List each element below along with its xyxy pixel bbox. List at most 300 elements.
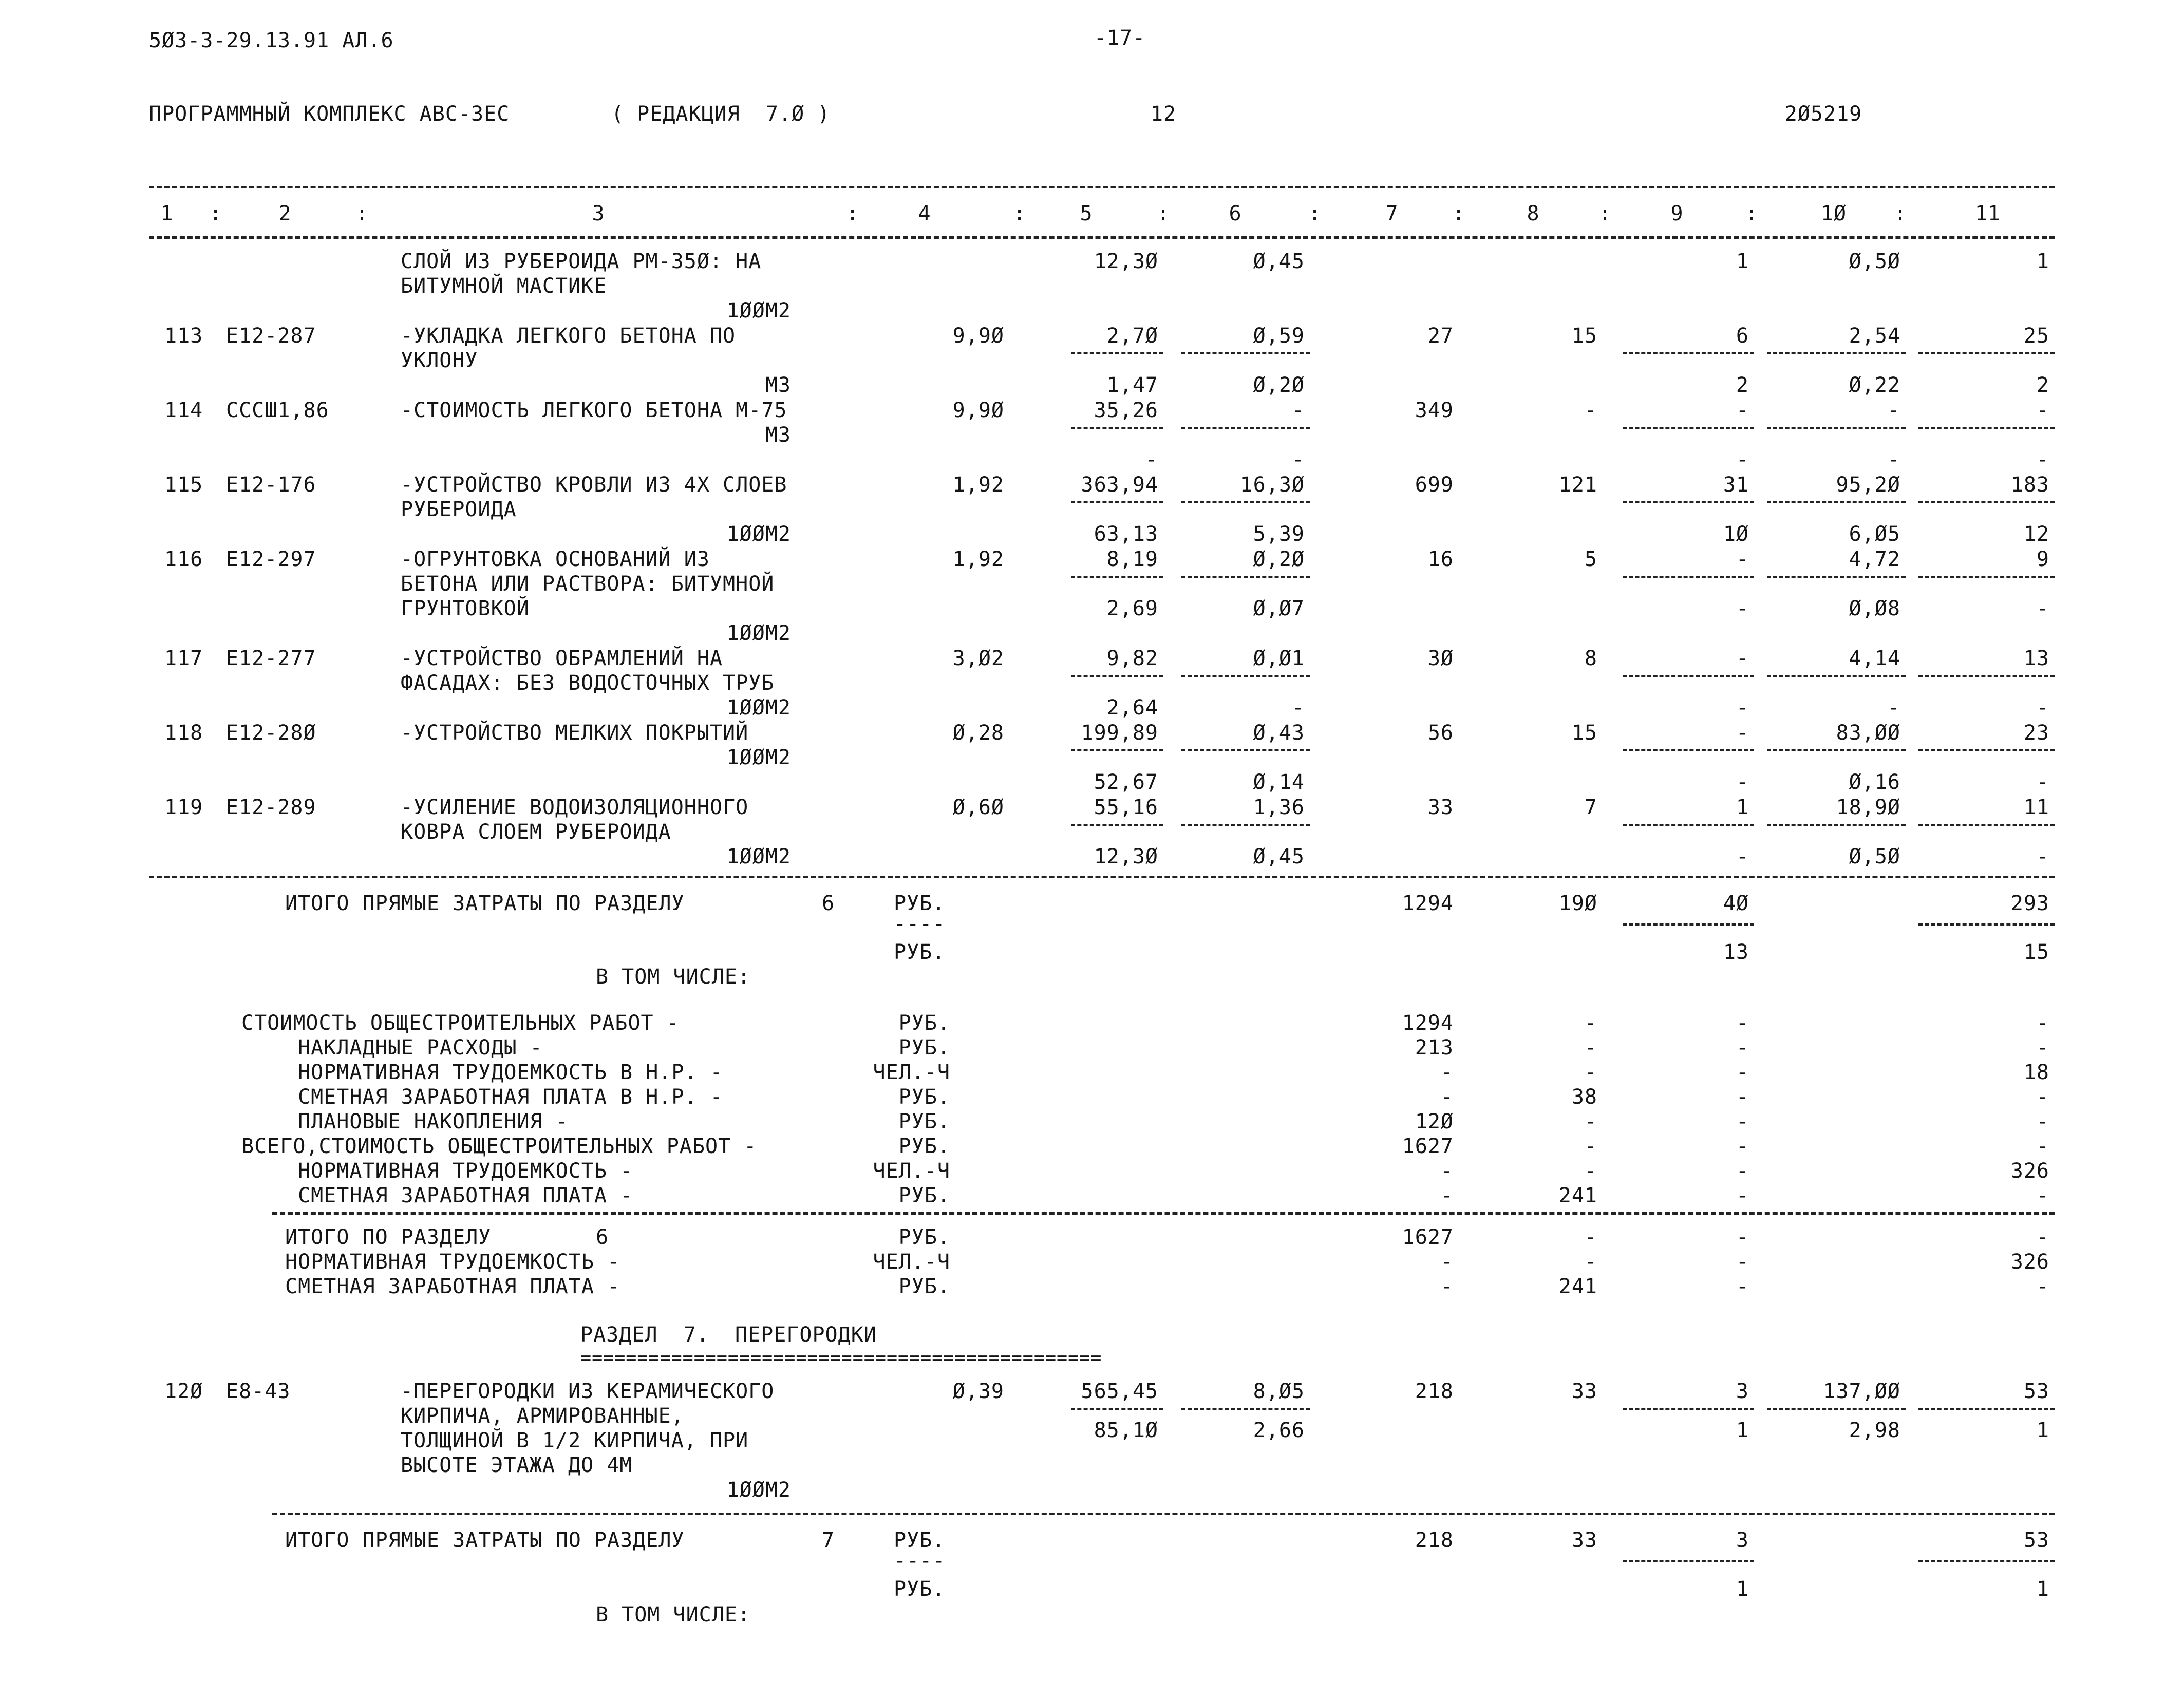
total-cost: 56: [1427, 721, 1454, 745]
sheet-number: 12: [1150, 102, 1177, 126]
labor-total-machine: 12: [2023, 522, 2049, 546]
row-description: КОВРА СЛОЕМ РУБЕРОИДА: [401, 820, 671, 844]
cost-breakdown-unit: РУБ.: [898, 1135, 950, 1158]
machine-cost: -: [1736, 1110, 1749, 1134]
document-code: 5Ø3-3-29.13.91 АЛ.6: [149, 29, 394, 52]
labor-total: -: [2036, 1225, 2049, 1249]
unit-cost: 8,19: [1106, 548, 1158, 571]
row-description: УКЛОНУ: [401, 349, 478, 372]
row-quantity: Ø,28: [952, 721, 1004, 745]
labor-norm-machine: Ø,22: [1849, 373, 1900, 397]
row-unit: 1ØØМ2: [726, 621, 791, 645]
wage-cost: -: [1584, 1135, 1597, 1158]
row-quantity: 9,9Ø: [952, 324, 1004, 348]
wage-cost: 33: [1571, 1380, 1597, 1403]
total-cost: -: [1440, 1184, 1454, 1207]
unit-machine-cost: -: [1291, 399, 1305, 422]
row-description: -ОГРУНТОВКА ОСНОВАНИЙ ИЗ: [401, 548, 710, 571]
row-description: ГРУНТОВКОЙ: [401, 597, 530, 620]
labor-total: 18: [2023, 1061, 2049, 1084]
row-description: -УСТРОЙСТВО ОБРАМЛЕНИЙ НА: [401, 647, 723, 670]
cost-breakdown-label: НАКЛАДНЫЕ РАСХОДЫ -: [298, 1036, 543, 1060]
column-separator: :: [1308, 202, 1322, 225]
row-number: 117: [164, 647, 203, 670]
wage-cost: 241: [1558, 1184, 1597, 1207]
total-cost: 1294: [1402, 892, 1454, 915]
labor-total: 293: [2010, 892, 2049, 915]
row-description: ВЫСОТЕ ЭТАЖА ДО 4М: [401, 1453, 633, 1477]
section-number: 6: [822, 892, 835, 915]
machine-wage: -: [1736, 770, 1749, 794]
row-description: -УСТРОЙСТВО КРОВЛИ ИЗ 4Х СЛОЕВ: [401, 473, 787, 497]
column-separator: :: [846, 202, 859, 225]
column-dash: [1767, 501, 1906, 503]
row-number: 116: [164, 548, 203, 571]
labor-total: 25: [2023, 324, 2049, 348]
column-dash: [1623, 501, 1754, 503]
column-header: 3: [592, 202, 605, 225]
labor-total-machine: -: [2036, 448, 2049, 471]
program-name: ПРОГРАММНЫЙ КОМПЛЕКС АВС-3ЕС: [149, 102, 510, 126]
total-cost: 27: [1427, 324, 1454, 348]
total-cost: 218: [1415, 1380, 1454, 1403]
column-header: 9: [1670, 202, 1684, 225]
row-number: 12Ø: [164, 1380, 203, 1403]
unit-wage: 1,47: [1106, 373, 1158, 397]
unit-machine-cost: Ø,2Ø: [1253, 548, 1305, 571]
total-cost: 1627: [1402, 1225, 1454, 1249]
cost-breakdown-label: ПЛАНОВЫЕ НАКОПЛЕНИЯ -: [298, 1110, 569, 1134]
column-dash: [1767, 427, 1906, 429]
row-quantity: 9,9Ø: [952, 399, 1004, 422]
column-dash: [1623, 824, 1754, 826]
unit-machine-cost: 8,Ø5: [1253, 1380, 1305, 1403]
column-dash: [1767, 352, 1906, 354]
wage-cost: 38: [1571, 1085, 1597, 1109]
unit-cost: 199,89: [1081, 721, 1158, 745]
cost-breakdown-label: НОРМАТИВНАЯ ТРУДОЕМКОСТЬ В Н.Р. -: [298, 1061, 723, 1084]
unit-machine-wage: 2,66: [1253, 1419, 1305, 1442]
labor-total-machine: 1: [2036, 1419, 2049, 1442]
labor-total: 183: [2010, 473, 2049, 497]
unit-machine-wage: -: [1291, 696, 1305, 720]
labor-norm-machine: 2,98: [1849, 1419, 1900, 1442]
row-description: КИРПИЧА, АРМИРОВАННЫЕ,: [401, 1404, 684, 1428]
row-description: ФАСАДАХ: БЕЗ ВОДОСТОЧНЫХ ТРУБ: [401, 671, 775, 695]
labor-total: 23: [2023, 721, 2049, 745]
column-dash: [1623, 352, 1754, 354]
labor-norm: 83,ØØ: [1836, 721, 1900, 745]
unit-cost: 565,45: [1081, 1380, 1158, 1403]
unit-wage: 52,67: [1094, 770, 1158, 794]
row-description: -СТОИМОСТЬ ЛЕГКОГО БЕТОНА М-75: [401, 399, 787, 422]
unit-machine-cost: 16,3Ø: [1240, 473, 1305, 497]
cost-breakdown-label: СТОИМОСТЬ ОБЩЕСТРОИТЕЛЬНЫХ РАБОТ -: [241, 1011, 680, 1035]
unit-wage: 2,69: [1106, 597, 1158, 620]
program-edition: ( РЕДАКЦИЯ 7.Ø ): [611, 102, 831, 126]
labor-total-machine: 2: [2036, 373, 2049, 397]
labor-total: 326: [2010, 1250, 2049, 1274]
cost-breakdown-unit: РУБ.: [898, 1085, 950, 1109]
wage-cost: -: [1584, 1225, 1597, 1249]
column-dash: [1623, 923, 1754, 926]
column-separator: :: [1452, 202, 1465, 225]
labor-total-machine: -: [2036, 770, 2049, 794]
column-dash: [1071, 824, 1163, 826]
including-label: В ТОМ ЧИСЛЕ:: [596, 1603, 750, 1627]
wage-cost: 7: [1584, 796, 1597, 819]
machine-cost: -: [1736, 1135, 1749, 1158]
labor-total: -: [2036, 1011, 2049, 1035]
column-dash: [1918, 352, 2055, 354]
machine-cost: -: [1736, 1184, 1749, 1207]
column-header: 11: [1974, 202, 2001, 225]
labor-norm: 18,9Ø: [1836, 796, 1900, 819]
section-title-underline: ==============================================: [580, 1348, 1102, 1368]
row-unit: М3: [765, 373, 791, 397]
unit-cost: 35,26: [1094, 399, 1158, 422]
row-quantity: 3,Ø2: [952, 647, 1004, 670]
unit-machine-wage: Ø,Ø7: [1253, 597, 1305, 620]
page-number: -17-: [1094, 26, 1146, 50]
currency-unit: РУБ.: [894, 892, 946, 915]
row-code: Е12-176: [226, 473, 316, 497]
column-dash: [1071, 576, 1163, 578]
machine-cost: -: [1736, 1061, 1749, 1084]
total-cost: 699: [1415, 473, 1454, 497]
machine-wage: 1: [1736, 1419, 1749, 1442]
column-dash: [1623, 749, 1754, 751]
total-cost: 12Ø: [1415, 1110, 1454, 1134]
column-dash: [1767, 576, 1906, 578]
labor-norm: 4,72: [1849, 548, 1900, 571]
labor-total-machine: 1: [2036, 1577, 2049, 1601]
row-code: Е12-287: [226, 324, 316, 348]
direct-costs-label: ИТОГО ПРЯМЫЕ ЗАТРАТЫ ПО РАЗДЕЛУ: [285, 892, 685, 915]
total-cost: 16: [1427, 548, 1454, 571]
total-cost: 349: [1415, 399, 1454, 422]
column-dash: [1767, 1408, 1906, 1410]
machine-cost: -: [1736, 1159, 1749, 1183]
cost-breakdown-label: СМЕТНАЯ ЗАРАБОТНАЯ ПЛАТА -: [298, 1184, 633, 1207]
unit-machine-wage: Ø,14: [1253, 770, 1305, 794]
machine-cost: -: [1736, 548, 1749, 571]
wage-cost: 15: [1571, 324, 1597, 348]
unit-machine-wage: -: [1291, 448, 1305, 471]
row-code: Е12-277: [226, 647, 316, 670]
labor-total-machine: -: [2036, 597, 2049, 620]
labor-total: -: [2036, 1036, 2049, 1060]
unit-wage: 12,3Ø: [1094, 845, 1158, 869]
machine-wage: -: [1736, 845, 1749, 869]
breakdown-total-rule: [272, 1212, 2055, 1215]
total-cost: 33: [1427, 796, 1454, 819]
labor-total: -: [2036, 1275, 2049, 1298]
row-code: Е12-289: [226, 796, 316, 819]
machine-cost: 4Ø: [1723, 892, 1749, 915]
unit-dashes: ----: [894, 912, 946, 936]
row-description: БЕТОНА ИЛИ РАСТВОРА: БИТУМНОЙ: [401, 572, 775, 596]
row-number: 114: [164, 399, 203, 422]
column-separator: :: [209, 202, 222, 225]
labor-norm-machine: 6,Ø5: [1849, 522, 1900, 546]
row-number: 115: [164, 473, 203, 497]
cost-breakdown-unit: РУБ.: [898, 1184, 950, 1207]
row-unit: М3: [765, 423, 791, 447]
column-dash: [1623, 427, 1754, 429]
unit-machine-wage: Ø,45: [1253, 845, 1305, 869]
column-dash: [1767, 675, 1906, 677]
labor-total-machine: -: [2036, 845, 2049, 869]
machine-cost: -: [1736, 1275, 1749, 1298]
total-cost: 213: [1415, 1036, 1454, 1060]
row-number: 113: [164, 324, 203, 348]
row-number: 118: [164, 721, 203, 745]
labor-total: 13: [2023, 647, 2049, 670]
wage-cost: 8: [1584, 647, 1597, 670]
column-dash: [1918, 1408, 2055, 1410]
wage-cost: -: [1584, 1110, 1597, 1134]
machine-wage: 13: [1723, 940, 1749, 964]
column-dash: [1623, 675, 1754, 677]
column-dash: [1181, 576, 1310, 578]
machine-cost: -: [1736, 1011, 1749, 1035]
machine-cost: -: [1736, 647, 1749, 670]
total-cost: -: [1440, 1061, 1454, 1084]
section-total-unit: РУБ.: [898, 1275, 950, 1298]
unit-cost: 55,16: [1094, 796, 1158, 819]
unit-wage: -: [1145, 448, 1158, 471]
column-dash: [1918, 824, 2055, 826]
row-number: 119: [164, 796, 203, 819]
column-dash: [1918, 427, 2055, 429]
cost-breakdown-unit: РУБ.: [898, 1011, 950, 1035]
column-header: 4: [918, 202, 931, 225]
labor-norm: Ø,5Ø: [1849, 250, 1900, 273]
machine-wage: 2: [1736, 373, 1749, 397]
column-separator: :: [355, 202, 369, 225]
column-dash: [1071, 501, 1163, 503]
machine-cost: -: [1736, 1036, 1749, 1060]
total-cost: 1294: [1402, 1011, 1454, 1035]
wage-cost: -: [1584, 1061, 1597, 1084]
cost-breakdown-unit: РУБ.: [898, 1110, 950, 1134]
total-cost: 3Ø: [1427, 647, 1454, 670]
column-dash: [1918, 923, 2055, 926]
column-header: 5: [1080, 202, 1093, 225]
section-title: РАЗДЕЛ 7. ПЕРЕГОРОДКИ: [580, 1323, 877, 1347]
machine-wage: -: [1736, 448, 1749, 471]
machine-cost: -: [1736, 1085, 1749, 1109]
column-dash: [1071, 675, 1163, 677]
column-header: 2: [278, 202, 292, 225]
labor-total: 326: [2010, 1159, 2049, 1183]
column-separator: :: [1013, 202, 1026, 225]
unit-cost: 2,7Ø: [1106, 324, 1158, 348]
wage-cost: 19Ø: [1558, 892, 1597, 915]
labor-total: 53: [2023, 1528, 2049, 1552]
row-code: Е8-43: [226, 1380, 291, 1403]
column-dash: [1767, 824, 1906, 826]
column-dash: [1181, 749, 1310, 751]
column-dash: [1918, 501, 2055, 503]
row-quantity: Ø,6Ø: [952, 796, 1004, 819]
currency-unit: РУБ.: [894, 1528, 946, 1552]
row-unit: 1ØØМ2: [726, 845, 791, 869]
currency-unit: РУБ.: [894, 1577, 946, 1601]
labor-total: 11: [2023, 796, 2049, 819]
currency-unit: РУБ.: [894, 940, 946, 964]
row-quantity: 1,92: [952, 548, 1004, 571]
unit-machine-cost: Ø,59: [1253, 324, 1305, 348]
unit-machine-cost: 1,36: [1253, 796, 1305, 819]
row-code: СССШ1,86: [226, 399, 329, 422]
column-dash: [1181, 501, 1310, 503]
machine-wage: -: [1736, 696, 1749, 720]
wage-cost: 241: [1558, 1275, 1597, 1298]
labor-norm-machine: -: [1887, 696, 1900, 720]
labor-norm: 4,14: [1849, 647, 1900, 670]
labor-norm: 95,2Ø: [1836, 473, 1900, 497]
column-separator: :: [1894, 202, 1907, 225]
cost-breakdown-label: НОРМАТИВНАЯ ТРУДОЕМКОСТЬ -: [298, 1159, 633, 1183]
labor-total: -: [2036, 1184, 2049, 1207]
column-dash: [1181, 675, 1310, 677]
labor-total: 53: [2023, 1380, 2049, 1403]
section-total-label: ИТОГО ПО РАЗДЕЛУ: [285, 1225, 492, 1249]
total-cost: -: [1440, 1085, 1454, 1109]
table-top-rule: [149, 186, 2055, 188]
row-unit: 1ØØМ2: [726, 1478, 791, 1502]
row-unit: 1ØØМ2: [726, 299, 791, 323]
cost-breakdown-unit: ЧЕЛ.-Ч: [873, 1061, 950, 1084]
unit-wage: 63,13: [1094, 522, 1158, 546]
labor-total: -: [2036, 1085, 2049, 1109]
machine-wage: -: [1736, 597, 1749, 620]
unit-wage: 2,64: [1106, 696, 1158, 720]
column-separator: :: [1598, 202, 1612, 225]
column-dash: [1918, 576, 2055, 578]
labor-norm: -: [1887, 399, 1900, 422]
unit-cost: 363,94: [1081, 473, 1158, 497]
row-description: -ПЕРЕГОРОДКИ ИЗ КЕРАМИЧЕСКОГО: [401, 1380, 775, 1403]
labor-total: 9: [2036, 548, 2049, 571]
row-description: ТОЛЩИНОЙ В 1/2 КИРПИЧА, ПРИ: [401, 1429, 749, 1452]
section-total-label: НОРМАТИВНАЯ ТРУДОЕМКОСТЬ -: [285, 1250, 620, 1274]
section-total-rule: [149, 876, 2055, 878]
column-dash: [1623, 1408, 1754, 1410]
labor-total: -: [2036, 1135, 2049, 1158]
machine-wage: 1Ø: [1723, 522, 1749, 546]
labor-norm-machine: Ø,5Ø: [1849, 845, 1900, 869]
row-description: -УКЛАДКА ЛЕГКОГО БЕТОНА ПО: [401, 324, 736, 348]
labor-total: 1: [2036, 250, 2049, 273]
total-cost: -: [1440, 1275, 1454, 1298]
machine-cost: -: [1736, 1250, 1749, 1274]
including-label: В ТОМ ЧИСЛЕ:: [596, 965, 750, 989]
wage-cost: 15: [1571, 721, 1597, 745]
machine-cost: 3: [1736, 1380, 1749, 1403]
row-unit: 1ØØМ2: [726, 696, 791, 720]
section-number: 6: [596, 1225, 609, 1249]
labor-norm-machine: -: [1887, 448, 1900, 471]
unit-machine-wage: 5,39: [1253, 522, 1305, 546]
cost-breakdown-unit: РУБ.: [898, 1036, 950, 1060]
section-total-rule: [272, 1513, 2055, 1515]
section-total-label: СМЕТНАЯ ЗАРАБОТНАЯ ПЛАТА -: [285, 1275, 620, 1298]
machine-cost: 1: [1736, 250, 1749, 273]
column-dash: [1181, 427, 1310, 429]
column-header: 8: [1527, 202, 1540, 225]
column-dash: [1918, 675, 2055, 677]
row-quantity: Ø,39: [952, 1380, 1004, 1403]
row-quantity: 1,92: [952, 473, 1004, 497]
column-dash: [1623, 1560, 1754, 1562]
section-total-unit: ЧЕЛ.-Ч: [873, 1250, 950, 1274]
section-total-unit: РУБ.: [898, 1225, 950, 1249]
column-dash: [1767, 749, 1906, 751]
column-dash: [1071, 352, 1163, 354]
wage-cost: -: [1584, 1011, 1597, 1035]
direct-costs-label: ИТОГО ПРЯМЫЕ ЗАТРАТЫ ПО РАЗДЕЛУ: [285, 1528, 685, 1552]
total-cost: 218: [1415, 1528, 1454, 1552]
wage-cost: -: [1584, 1159, 1597, 1183]
row-code: Е12-28Ø: [226, 721, 316, 745]
machine-cost: 31: [1723, 473, 1749, 497]
unit-dashes: ----: [894, 1549, 946, 1573]
column-dash: [1071, 749, 1163, 751]
unit-machine-cost: Ø,45: [1253, 250, 1305, 273]
unit-cost: 12,3Ø: [1094, 250, 1158, 273]
labor-total: -: [2036, 399, 2049, 422]
unit-machine-cost: Ø,Ø1: [1253, 647, 1305, 670]
column-header: 1: [160, 202, 174, 225]
column-separator: :: [1745, 202, 1758, 225]
column-separator: :: [1157, 202, 1170, 225]
machine-cost: -: [1736, 399, 1749, 422]
machine-cost: 3: [1736, 1528, 1749, 1552]
row-description: -УСИЛЕНИЕ ВОДОИЗОЛЯЦИОННОГО: [401, 796, 749, 819]
wage-cost: 5: [1584, 548, 1597, 571]
document-number: 2Ø5219: [1784, 102, 1862, 126]
machine-cost: -: [1736, 721, 1749, 745]
wage-cost: -: [1584, 1250, 1597, 1274]
row-description: РУБЕРОИДА: [401, 498, 517, 521]
labor-total: -: [2036, 1110, 2049, 1134]
column-header: 6: [1229, 202, 1242, 225]
column-dash: [1071, 1408, 1163, 1410]
row-description: БИТУМНОЙ МАСТИКЕ: [401, 274, 607, 298]
column-header: 1Ø: [1820, 202, 1847, 225]
row-code: Е12-297: [226, 548, 316, 571]
column-dash: [1071, 427, 1163, 429]
cost-breakdown-label: ВСЕГО,СТОИМОСТЬ ОБЩЕСТРОИТЕЛЬНЫХ РАБОТ -: [241, 1135, 757, 1158]
machine-cost: -: [1736, 1225, 1749, 1249]
wage-cost: -: [1584, 1036, 1597, 1060]
labor-total-machine: -: [2036, 696, 2049, 720]
unit-wage: 85,1Ø: [1094, 1419, 1158, 1442]
row-unit: 1ØØМ2: [726, 522, 791, 546]
column-dash: [1181, 1408, 1310, 1410]
labor-norm-machine: Ø,Ø8: [1849, 597, 1900, 620]
row-description: СЛОЙ ИЗ РУБЕРОИДА РМ-35Ø: НА: [401, 250, 762, 273]
column-dash: [1918, 1560, 2055, 1562]
total-cost: -: [1440, 1159, 1454, 1183]
row-description: -УСТРОЙСТВО МЕЛКИХ ПОКРЫТИЙ: [401, 721, 749, 745]
labor-norm: 137,ØØ: [1823, 1380, 1900, 1403]
column-dash: [1623, 576, 1754, 578]
column-dash: [1181, 352, 1310, 354]
